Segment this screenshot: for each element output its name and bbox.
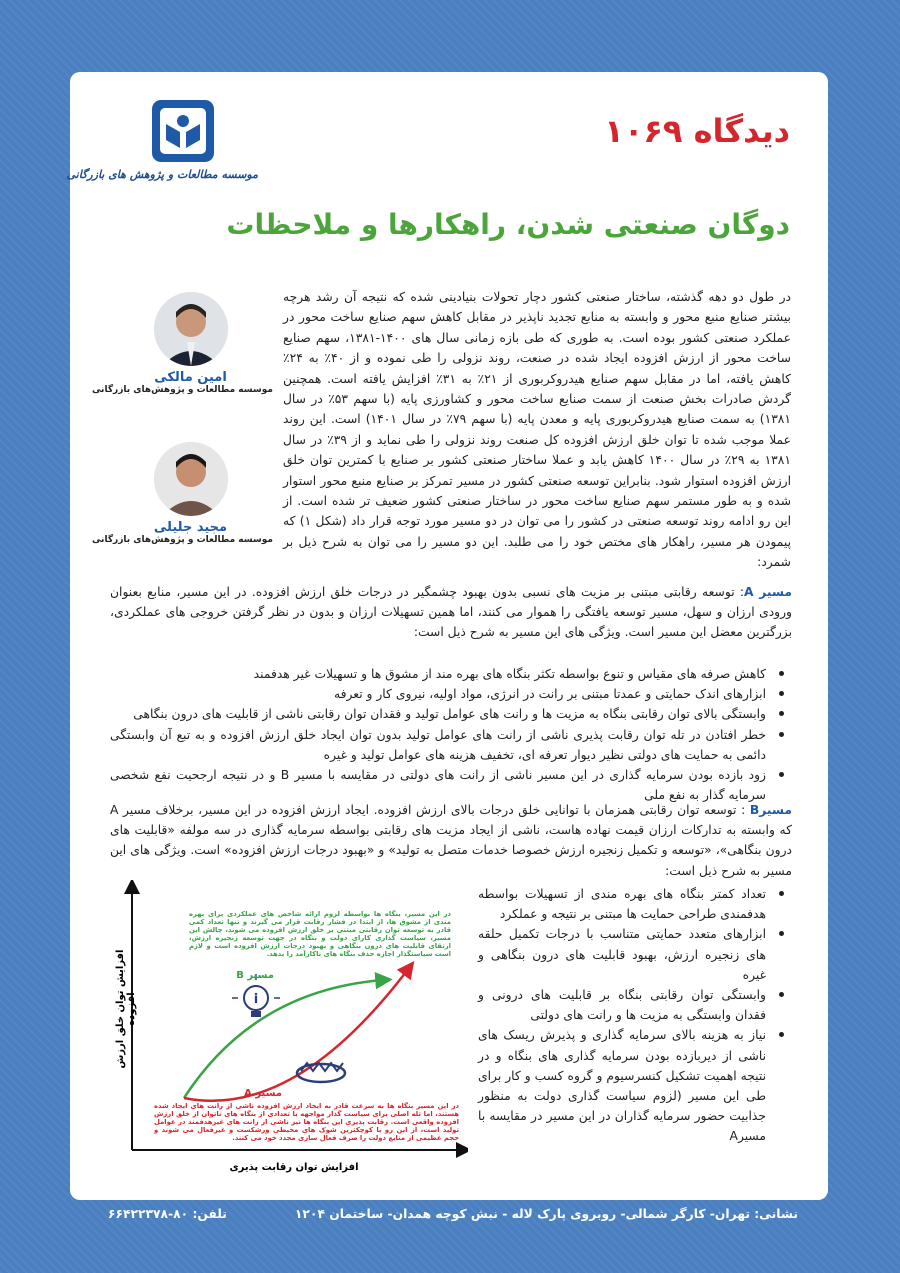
path-b-text: : توسعه توان رقابتی همزمان با توانایی خلق درجات بالای ارزش افزوده. ایجاد ارزش افزوده در این مسیر، برخلاف مسیر A که وابسته به تدارکات ارزان قیمت نهاده هاست، ناشی از ایجاد مزیت های رقابتی بواسطه سرمایه گذاری در سه مولفه «قابلیت های درون بنگاهی»، «توسعه و تکمیل زنجیره ارزش خصوصا خدمات متصل به تولید» و «بهبود درجات ارزش افزوده» است. ویژگی های این مسیر به شرح ذیل است: xyxy=(110,803,792,878)
author-affiliation: موسسه مطالعات و پژوهش‌های بازرگانی xyxy=(91,535,273,545)
path-b-curve xyxy=(184,980,384,1098)
path-a-list xyxy=(110,664,792,805)
path-a-text: : توسعه رقابتی مبتنی بر مزیت های نسبی بدون بهبود چشمگیر در درجات خلق ارزش افزوده. در این مسیر، منابع بعنوان ورودی ارزان و سهل، مسیر توسعه یافتگی را هموار می کنند، اما همین تسهیلات ارزان و بدون در نظر گرفتن خروجی های عملکردی، بزرگترین معضل این مسیر است. ویژگی های این مسیر به شرح ذیل است: xyxy=(110,585,792,640)
logo-text: موسسه مطالعات و پژوهش های بازرگانی xyxy=(66,168,258,181)
author-photo xyxy=(154,442,228,516)
path-b-label: مسیرB xyxy=(749,803,792,817)
list-item: کاهش صرفه های مقیاس و تنوع بواسطه تکثر بنگاه های بهره مند از مشوق ها و تسهیلات غیر هدفمند xyxy=(110,664,792,684)
logo-mark-icon xyxy=(152,100,214,162)
author-affiliation: موسسه مطالعات و پژوهش‌های بازرگانی xyxy=(91,385,273,395)
author-name: مجید جلیلی xyxy=(153,520,228,535)
path-a-note: در این مسیر بنگاه ها به سرعت قادر به ایجاد ارزش افزوده ناشی از رانت های ایجاد شده هستند، اما تله اصلی برای سیاست گذار مواجهه با تعدادی از بنگاه های ناتوان از خلق ارزش افزوده واقعی است. رقابت پذیری این بنگاه ها نیز ناشی از رانت های غیرهدفمند در عوامل تولید است، از این رو با کوچکترین شوک های محیطی ورشکست و غیرفعال می شوند و حجم عظیمی از منابع دولت را صرف فعال سازی مجدد خود می کنند. xyxy=(154,1102,459,1142)
footer-phone: تلفن: ۸۰-۶۶۴۲۲۳۷۸ xyxy=(108,1207,227,1221)
path-b-note: در این مسیر، بنگاه ها بواسطه لزوم ارائه شاخص های عملکردی برای بهره مندی از مشوق ها، از ابتدا در فشار رقابت قرار می گیرند و تنها تعداد کمی قادر به توسعه توان رقابتی مبتنی بر خلق ارزش افزوده می شوند، چالش این مسیر، سیاست گذاری کارای دولت و بنگاه در جهت توسعه زنجیره ارزش، ارتقای قابلیت های درون بنگاهی و بهبود درجات ارزش افزوده است و لازم است سیاستگذار اجازه حذف بنگاه های ناکارآمد را بدهد. xyxy=(189,910,451,958)
author-card xyxy=(91,292,273,395)
x-axis-label: افزایش توان رقابت پذیری xyxy=(229,1162,359,1173)
path-a-paragraph xyxy=(110,582,792,643)
path-b-list xyxy=(478,884,792,1147)
list-item: وابستگی بالای توان رقابتی بنگاه به مزیت ها و رانت های عوامل تولید و فقدان توان رقابتی ناشی از قابلیت های درون بنگاهی xyxy=(110,704,792,724)
path-a-label: مسیر A xyxy=(744,585,792,599)
list-item: ابزارهای اندک حمایتی و عمدتا مبتنی بر رانت در انرژی، مواد اولیه، نیروی کار و تعرفه xyxy=(110,684,792,704)
list-item: زود بازده بودن سرمایه گذاری در این مسیر ناشی از رانت های دولتی در مقایسه با مسیر B و در نتیجه ارجحیت نفع شخصی سرمایه گذار به نفع ملی xyxy=(110,765,792,805)
institute-logo xyxy=(66,100,258,195)
path-b-paragraph xyxy=(110,800,792,881)
path-b-label: مسیر B xyxy=(236,970,274,981)
page-title: دوگان صنعتی شدن، راهکارها و ملاحظات xyxy=(226,208,790,241)
list-item: وابستگی توان رقابتی بنگاه بر قابلیت های درونی و فقدان وابستگی به مزیت ها و رانت های دولتی xyxy=(478,985,792,1025)
author-name: امین مالکی xyxy=(154,370,227,385)
figure-paths-diagram xyxy=(94,880,468,1180)
svg-text:i: i xyxy=(253,992,259,1007)
path-a-label: مسیر A xyxy=(244,1088,282,1099)
footer-address: نشانی: تهران- کارگر شمالی- روبروی پارک لاله - نبش کوچه همدان- ساختمان ۱۲۰۴ xyxy=(294,1207,798,1221)
list-item: نیاز به هزینه بالای سرمایه گذاری و پذیرش ریسک های ناشی از دیربازده بودن سرمایه گذاری های بنگاه و در نتیجه اهمیت تشکیل کنسرسیوم و گروه کسب و کار برای طی این مسیر (لزوم سیاست گذاری دولت به منظور جذابیت حضور سرمایه گذاران در این مسیر در مقایسه با مسیرA xyxy=(478,1025,792,1146)
list-item: ابزارهای متعدد حمایتی متناسب با درجات تکمیل حلقه های زنجیره ارزش، بهبود قابلیت های درون بنگاهی و غیره xyxy=(478,924,792,985)
author-photo xyxy=(154,292,228,366)
intro-paragraph: در طول دو دهه گذشته، ساختار صنعتی کشور دچار تحولات بنیادینی شده که نتیجه آن رشد هرچه بیشتر صنایع منبع محور و وابسته به منابع تجدید ناپذیر در مقابل کاهش سهم صنایع ساخت محور در عملکرد صنعتی کشور بوده است. به طوری که طی بازه زمانی سال های ۱۴۰۰-۱۳۸۱، سهم صنایع ساخت محور از ارزش افزوده ایجاد شده در صنعت، روند نزولی را طی نموده و از ۴۰٪ به ۲۴٪ کاهش یافته، اما در مقابل سهم صنایع هیدروکربوری از ۲۱٪ به ۳۱٪ افزایش یافته است. همچنین گردش صادرات بخش صنعت از سمت صنایع ساخت محور و کشاورزی پایه (با سهم ۵۳٪ در سال ۱۳۸۱) به سمت صنایع هیدروکربوری پایه و معدن پایه (با سهم ۷۹٪ در سال ۱۴۰۱) است. این روند عملا موجب شده تا توان خلق ارزش افزوده کل صنعت روند نزولی را طی نماید و از ۳۹٪ در سال ۱۳۸۱ به ۲۹٪ در سال ۱۴۰۰ کاهش یابد و عملا ساختار صنعتی کشور بر صنایع با کمترین توان خلق ارزش افزوده استوار شود. بنابراین توسعه صنعتی کشور در مسیر تمرکز بر صنایع منبع محور استوار شده و به طور مستمر سهم صنایع ساخت محور در ساختار صنعتی کشور ضعیف تر شده است. از این رو ادامه روند توسعه صنعتی در کشور را می توان در دو مسیر مورد توجه قرار داد (شکل ۱) که پیمودن هر مسیر، راهکار های مختص خود را می طلبد. این دو مسیر را می توان به شرح ذیل بر شمرد: xyxy=(283,290,792,570)
issue-title: دیدگاه ۱۰۶۹ xyxy=(604,112,790,150)
y-axis-label: افزایش توان خلق ارزش افزوده xyxy=(115,949,137,1069)
list-item: تعداد کمتر بنگاه های بهره مندی از تسهیلات بواسطه هدفمندی طراحی حمایت ها مبتنی بر نتیجه و عملکرد xyxy=(478,884,792,924)
path-a-curve xyxy=(184,968,409,1101)
author-card xyxy=(91,442,273,545)
list-item: خطر افتادن در تله توان رقابت پذیری ناشی از رانت های عوامل تولید بدون توان ایجاد خلق ارزش افزوده و به تبع آن وابستگی دائمی به حمایت های دولتی نظیر دیوار تعرفه ای، تخفیف هزینه های عوامل تولید و غیره xyxy=(110,725,792,765)
